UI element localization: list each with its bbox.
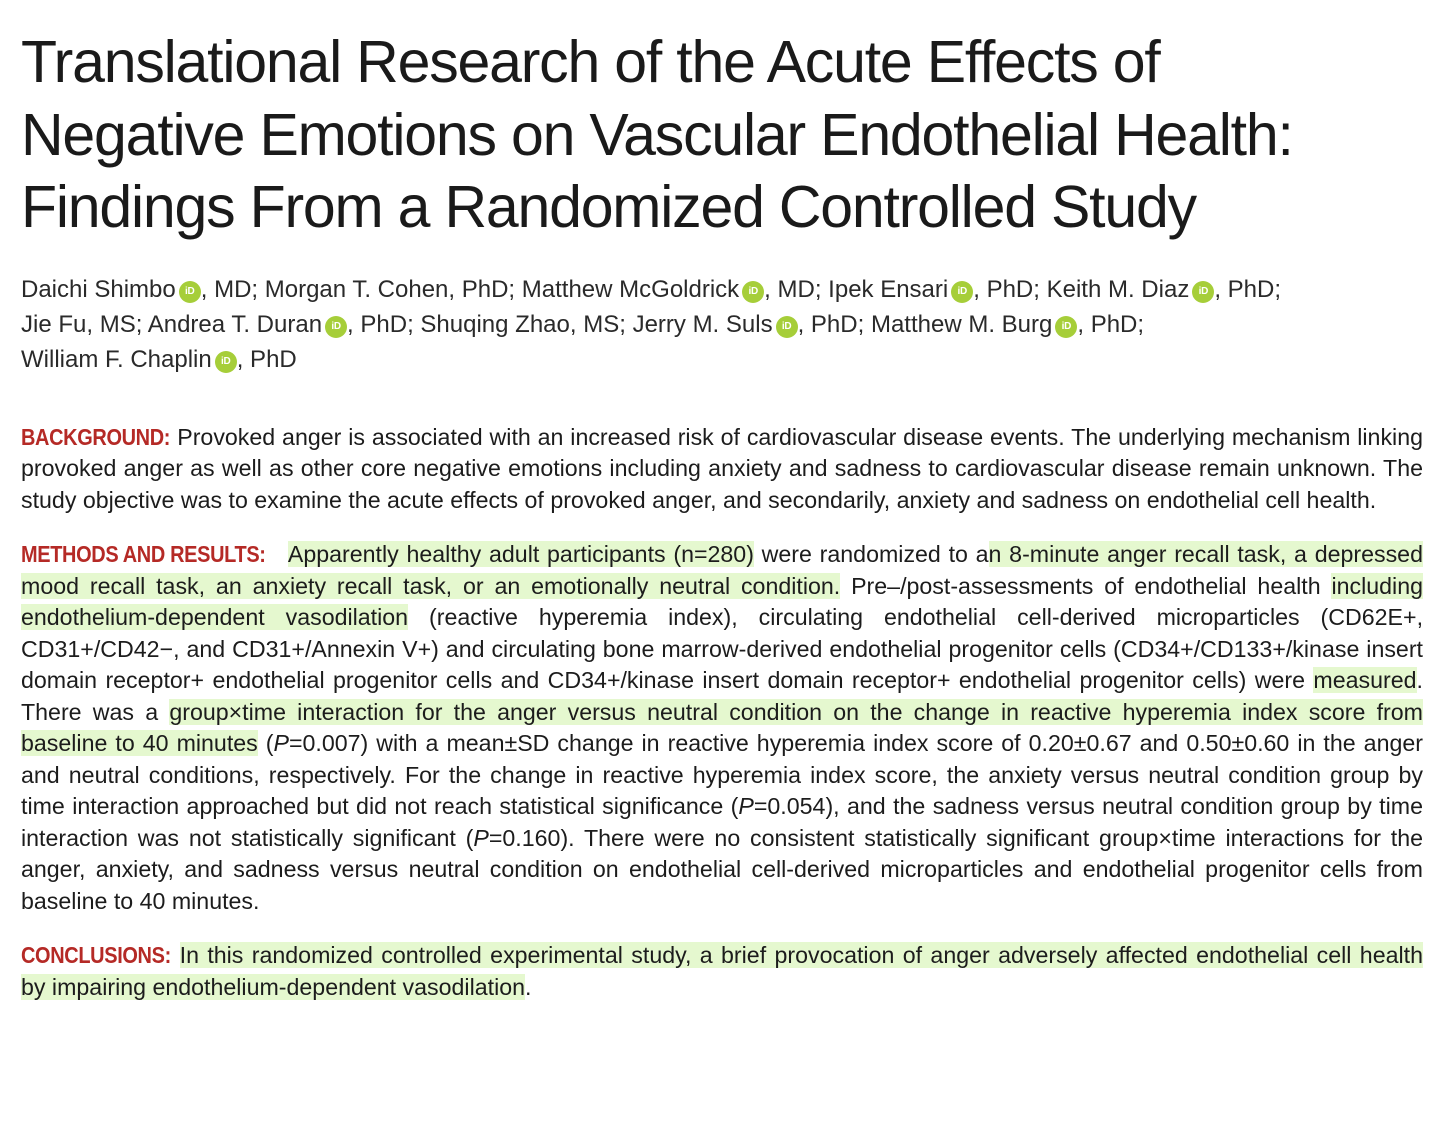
author-degree: , PhD (236, 345, 297, 373)
highlighted-text: including endothelium-dependent vasodilation (21, 572, 1423, 630)
body-text: P (738, 793, 754, 819)
body-text: . (525, 973, 532, 1000)
author-list (21, 272, 1361, 377)
author-item (21, 346, 297, 373)
author-item (871, 311, 1144, 338)
author-degree: , PhD; (973, 275, 1040, 303)
author-name[interactable]: Jerry M. Suls (632, 310, 773, 338)
author-degree: , PhD; (1077, 310, 1145, 338)
conclusions-section (21, 940, 1423, 1003)
highlighted-text: Apparently healthy adult participants (n=280) (287, 541, 754, 567)
author-item (21, 276, 258, 303)
highlighted-text: group×time interaction for the anger versus neutral condition on the change in reactive hyperemia index score from baseline to 40 minutes (21, 698, 1423, 756)
author-degree: , PhD; (797, 310, 865, 338)
conclusions-label: CONCLUSIONS: (21, 942, 171, 968)
author-item (21, 311, 142, 338)
author-degree: , PhD; (448, 275, 516, 303)
orcid-icon[interactable]: iD (215, 351, 237, 373)
author-degree: , PhD; (347, 310, 414, 338)
author-item (633, 311, 865, 338)
author-degree: , MS; (86, 310, 143, 338)
orcid-icon[interactable]: iD (179, 281, 201, 303)
orcid-icon[interactable]: iD (325, 316, 347, 338)
author-item (1047, 276, 1281, 303)
author-degree: , MD; (764, 275, 822, 303)
author-name[interactable]: Keith M. Diaz (1046, 275, 1190, 303)
methods-results-label: METHODS AND RESULTS: (21, 541, 266, 567)
author-item (148, 311, 414, 338)
author-name[interactable]: Andrea T. Duran (147, 310, 323, 338)
orcid-icon[interactable]: iD (951, 281, 973, 303)
author-item (828, 276, 1040, 303)
highlighted-text: n 8-minute anger recall task, a depressed mood recall task, an anxiety recall task, or an emotionally neutral condition. (21, 541, 1423, 599)
body-text: (reactive hyperemia index), circulating endothelial cell-derived microparticles (CD62E+, CD31+/CD42−, and CD31+/Annexin V+) and circulating bone marrow-derived endothelial progenitor cells (CD34+/CD133+/kinase insert domain receptor+ endothelial progenitor cells and CD34+/kinase insert domain receptor+ endothelial progenitor cells) were (21, 604, 1424, 693)
body-text: =0.054), and the sadness versus neutral condition group by time interaction was not statistically significant ( (21, 793, 1423, 851)
orcid-icon[interactable]: iD (1192, 281, 1214, 303)
body-text: Pre–/post-assessments of endothelial health (840, 572, 1332, 599)
author-name[interactable]: Daichi Shimbo (21, 275, 176, 303)
conclusions-text (21, 942, 1423, 1000)
body-text: P (273, 730, 289, 756)
author-name[interactable]: Jie Fu (21, 310, 87, 338)
author-degree: , PhD; (1214, 275, 1282, 303)
paper-page (21, 26, 1423, 1003)
background-label: BACKGROUND: (21, 423, 171, 450)
author-name[interactable]: Matthew M. Burg (870, 310, 1053, 338)
orcid-icon[interactable]: iD (776, 316, 798, 338)
author-item (522, 276, 822, 303)
body-text: . There was a (21, 667, 1423, 725)
author-degree: , MS; (569, 310, 626, 338)
background-section (21, 422, 1423, 517)
author-name[interactable]: Matthew McGoldrick (521, 275, 740, 303)
highlighted-text: measured (1313, 667, 1417, 693)
author-name[interactable]: Shuqing Zhao (420, 310, 570, 338)
body-text: were randomized to a (753, 541, 989, 567)
author-degree: , MD; (200, 275, 259, 303)
author-name[interactable]: Ipek Ensari (828, 275, 949, 303)
author-name[interactable]: William F. Chaplin (21, 345, 212, 373)
author-item (265, 276, 515, 303)
body-text: ( (257, 730, 274, 756)
background-text: Provoked anger is associated with an increased risk of cardiovascular disease events. The underlying mechanism linking provoked anger as well as other core negative emotions including anxiety and sadness to cardiovascular disease remain unknown. The study objective was to examine the acute effects of provoked anger, and secondarily, anxiety and sadness on endothelial cell health. (21, 423, 1423, 513)
author-item (420, 311, 625, 338)
methods-results-text (21, 541, 1423, 914)
methods-results-section (21, 539, 1423, 917)
body-text: P (473, 824, 489, 851)
orcid-icon[interactable]: iD (742, 281, 764, 303)
orcid-icon[interactable]: iD (1055, 316, 1077, 338)
body-text: =0.160). There were no consistent statistically significant group×time interactions for the anger, anxiety, and sadness versus neutral condition on endothelial cell-derived microparticles and endothelial progenitor cells from baseline to 40 minutes. (21, 824, 1423, 914)
highlighted-text: In this randomized controlled experimental study, a brief provocation of anger adversely affected endothelial cell health by impairing endothelium-dependent vasodilation (21, 942, 1423, 1000)
paper-title: Translational Research of the Acute Effects of Negative Emotions on Vascular Endothelial Health: Findings From a Randomized Controlled Study (21, 29, 1293, 240)
author-name[interactable]: Morgan T. Cohen (264, 275, 449, 303)
body-text: =0.007) with a mean±SD change in reactive hyperemia index score of 0.20±0.67 and 0.50±0.60 in the anger and neutral conditions, respectively. For the change in reactive hyperemia index score, the anxiety versus neutral condition group by time interaction approached but did not reach statistical significance ( (21, 730, 1423, 819)
